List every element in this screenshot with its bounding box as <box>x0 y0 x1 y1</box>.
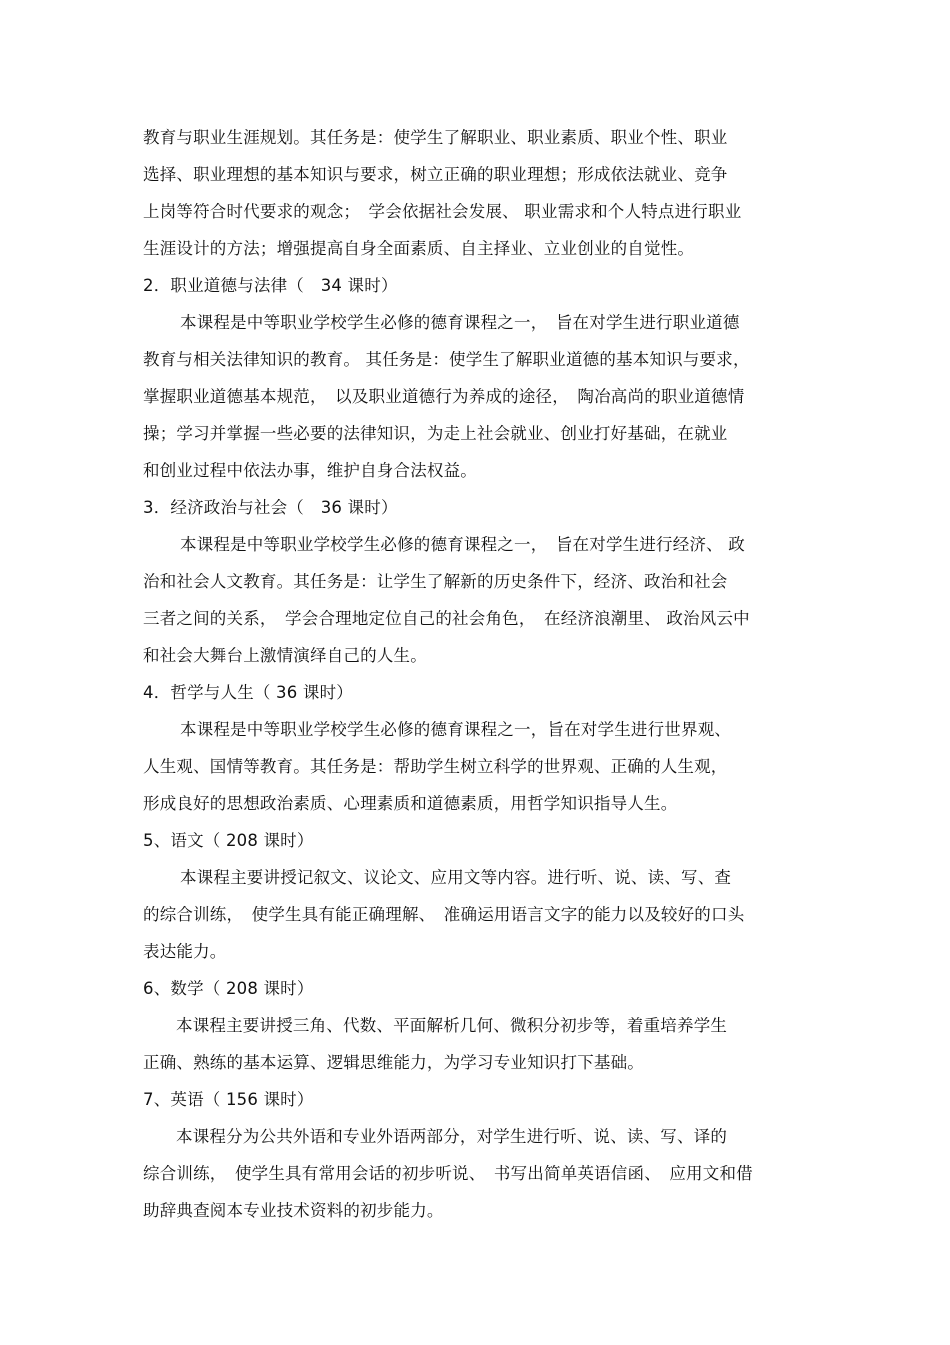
paragraph-line: 本课程分为公共外语和专业外语两部分，对学生进行听、说、读、写、译的 <box>176 1127 728 1146</box>
paragraph-line: 人生观、国情等教育。其任务是：帮助学生树立科学的世界观、正确的人生观， <box>143 757 728 776</box>
paragraph-line: 操；学习并掌握一些必要的法律知识，为走上社会就业、创业打好基础，在就业 <box>143 424 728 443</box>
section-heading-moral-law: 2．职业道德与法律（ 34 课时） <box>143 276 398 295</box>
paragraph-line: 形成良好的思想政治素质、心理素质和道德素质，用哲学知识指导人生。 <box>143 794 678 813</box>
paragraph-line: 本课程主要讲授记叙文、议论文、应用文等内容。进行听、说、读、写、查 <box>180 868 732 887</box>
paragraph-line: 治和社会人文教育。其任务是：让学生了解新的历史条件下，经济、政治和社会 <box>143 572 728 591</box>
paragraph-line: 教育与相关法律知识的教育。 其任务是：使学生了解职业道德的基本知识与要求， <box>143 350 750 369</box>
paragraph-line: 本课程是中等职业学校学生必修的德育课程之一， 旨在对学生进行职业道德 <box>180 313 740 332</box>
paragraph-line: 上岗等符合时代要求的观念； 学会依据社会发展、 职业需求和个人特点进行职业 <box>143 202 742 221</box>
paragraph-line: 三者之间的关系， 学会合理地定位自己的社会角色， 在经济浪潮里、 政治风云中 <box>143 609 750 628</box>
paragraph-line: 本课程是中等职业学校学生必修的德育课程之一，旨在对学生进行世界观、 <box>180 720 732 739</box>
section-heading-chinese: 5、语文（ 208 课时） <box>143 831 314 850</box>
paragraph-line: 本课程是中等职业学校学生必修的德育课程之一， 旨在对学生进行经济、 政 <box>180 535 745 554</box>
paragraph-line: 掌握职业道德基本规范， 以及职业道德行为养成的途径， 陶冶高尚的职业道德情 <box>143 387 745 406</box>
paragraph-line: 的综合训练， 使学生具有能正确理解、 准确运用语言文字的能力以及较好的口头 <box>143 905 745 924</box>
paragraph-line: 正确、熟练的基本运算、逻辑思维能力，为学习专业知识打下基础。 <box>143 1053 644 1072</box>
paragraph-line: 表达能力。 <box>143 942 227 961</box>
paragraph-line: 助辞典查阅本专业技术资料的初步能力。 <box>143 1201 444 1220</box>
paragraph-line: 本课程主要讲授三角、代数、平面解析几何、微积分初步等，着重培养学生 <box>176 1016 728 1035</box>
section-heading-math: 6、数学（ 208 课时） <box>143 979 314 998</box>
section-heading-philosophy: 4．哲学与人生（ 36 课时） <box>143 683 353 702</box>
paragraph-line: 选择、职业理想的基本知识与要求，树立正确的职业理想；形成依法就业、竞争 <box>143 165 728 184</box>
paragraph-line: 生涯设计的方法；增强提高自身全面素质、自主择业、立业创业的自觉性。 <box>143 239 695 258</box>
section-heading-english: 7、英语（ 156 课时） <box>143 1090 314 1109</box>
paragraph-line: 和创业过程中依法办事，维护自身合法权益。 <box>143 461 477 480</box>
paragraph-line: 和社会大舞台上激情演绎自己的人生。 <box>143 646 427 665</box>
paragraph-line: 教育与职业生涯规划。其任务是：使学生了解职业、职业素质、职业个性、职业 <box>143 128 728 147</box>
section-heading-economics-politics: 3．经济政治与社会（ 36 课时） <box>143 498 398 517</box>
paragraph-line: 综合训练， 使学生具有常用会话的初步听说、 书写出简单英语信函、 应用文和借 <box>143 1164 753 1183</box>
